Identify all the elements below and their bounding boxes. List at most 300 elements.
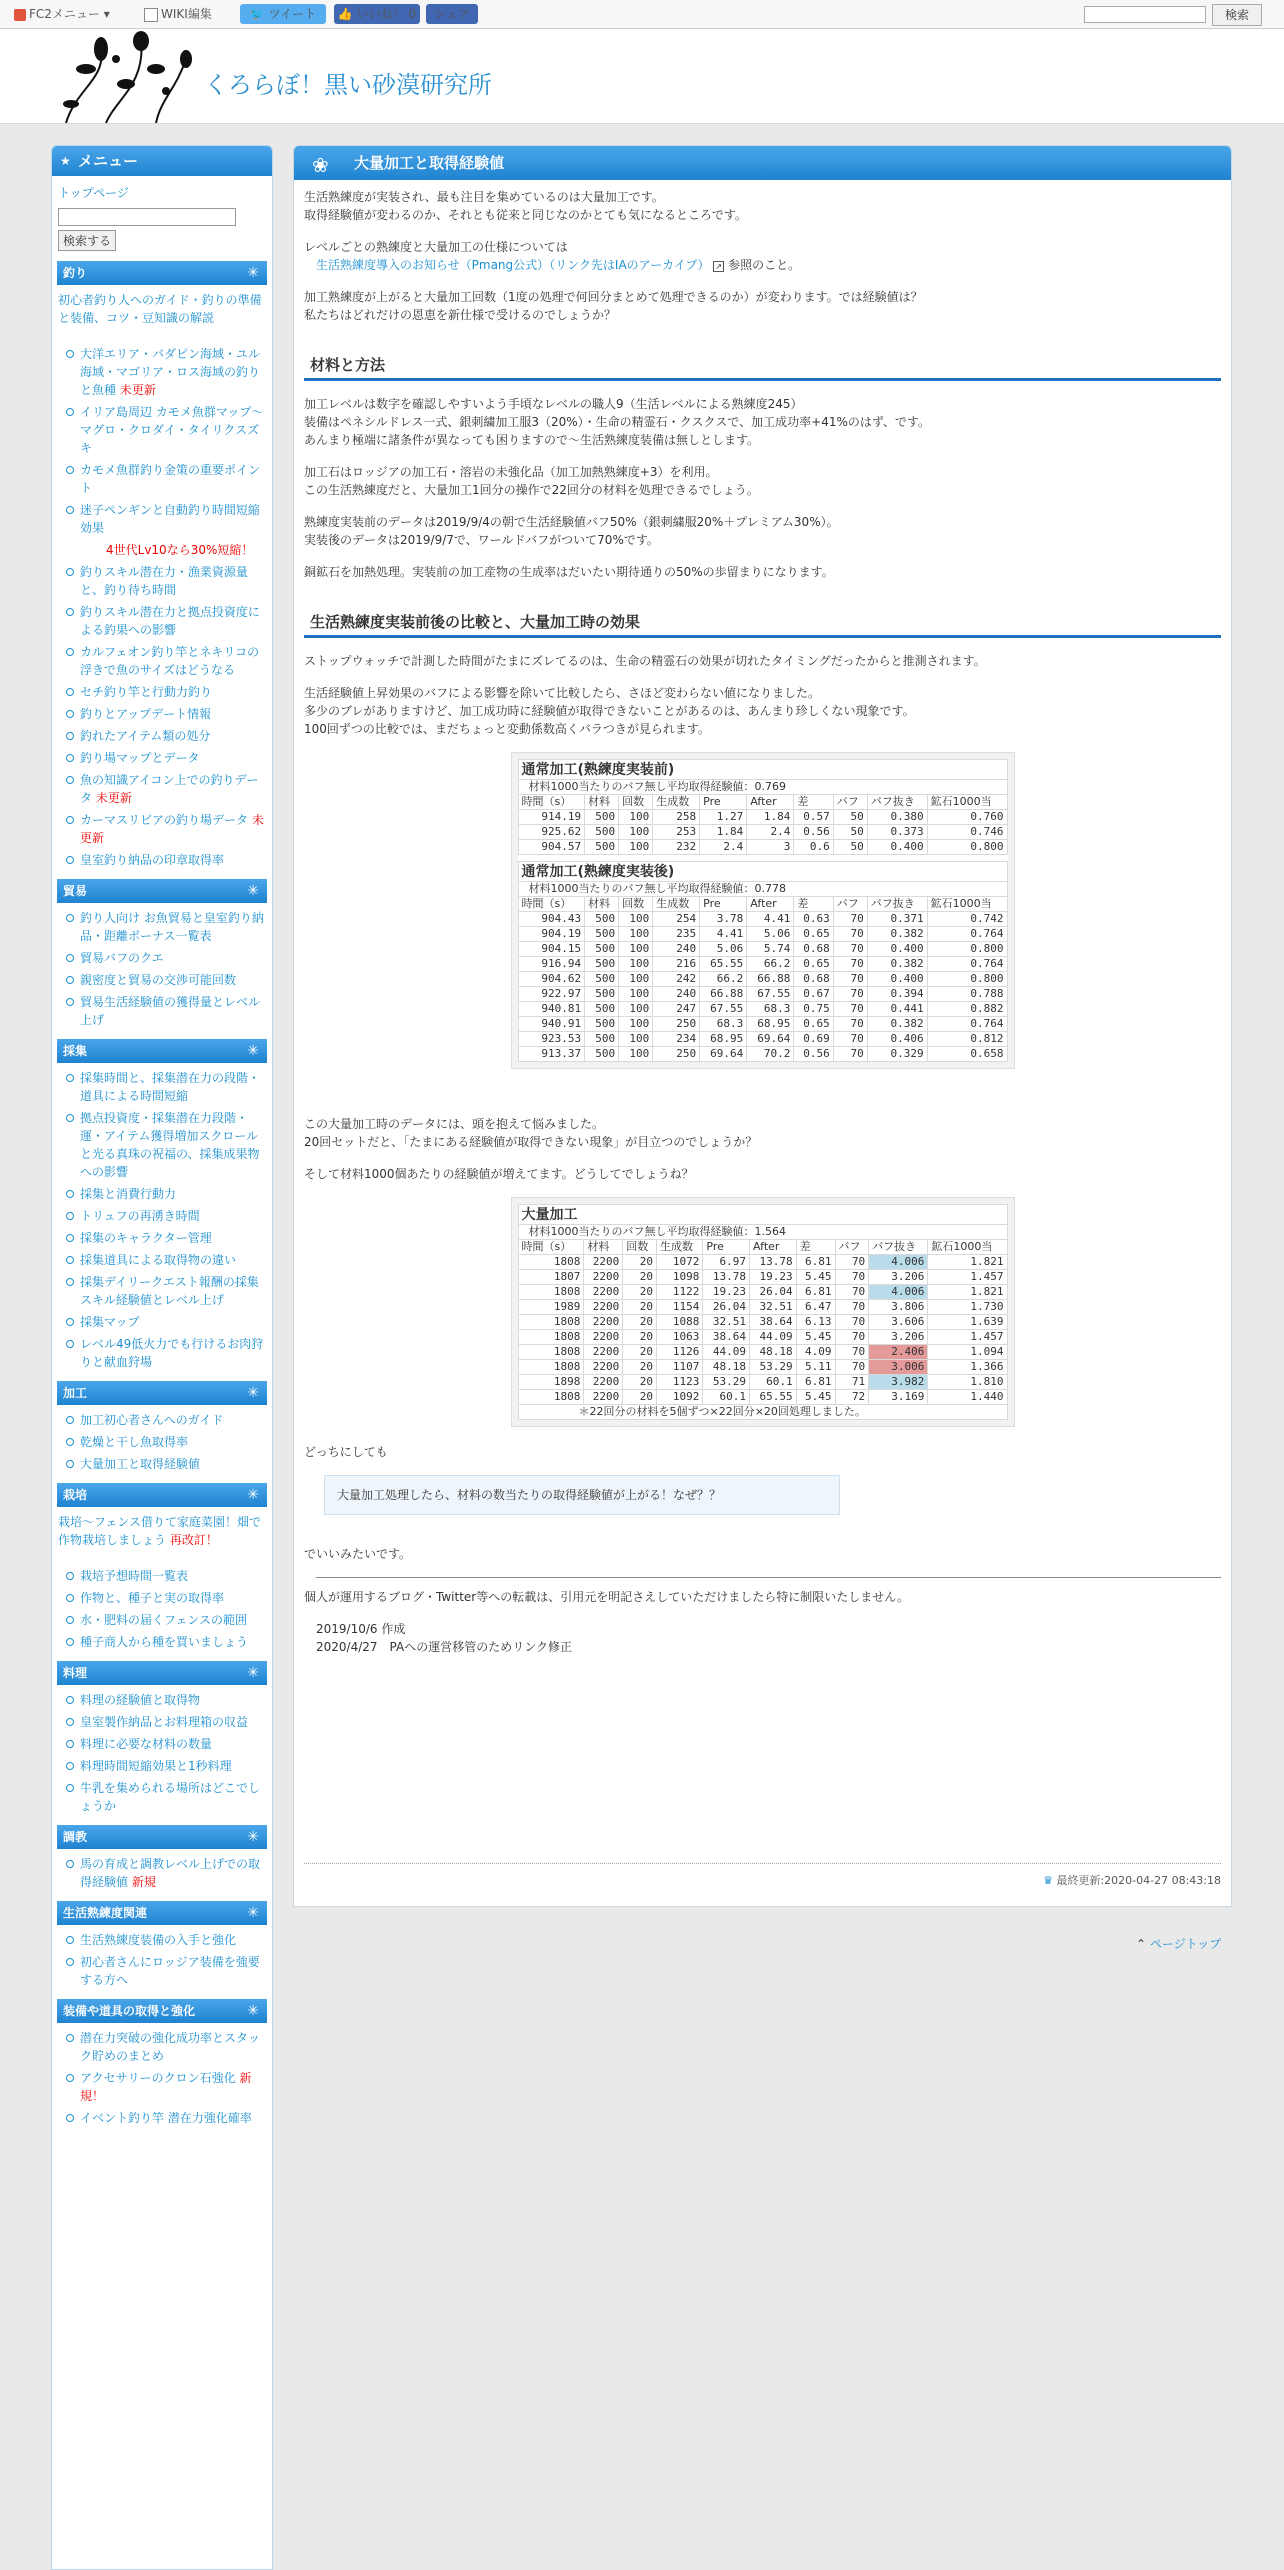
table-cell: 922.97 [518,987,585,1002]
sidebar-section-title: 装備や道具の取得と強化 [63,2004,196,2018]
table-cell: 500 [585,942,619,957]
table-cell: 3.169 [869,1390,928,1405]
table-cell: 1098 [656,1270,702,1285]
table-cell: 6.13 [796,1315,835,1330]
table-cell: 923.53 [518,1032,585,1047]
top-search-button[interactable]: 検索 [1212,4,1262,26]
table-header-cell: Pre [700,795,747,810]
sidebar-item[interactable]: 釣りスキル潜在力と拠点投資度による釣果への影響 [66,603,264,639]
crown-icon: ♛ [1043,1874,1053,1887]
table-cell: 70 [833,957,867,972]
comparison-tables [511,752,1015,1069]
spacer [52,1549,272,1563]
table-cell: 20 [623,1300,657,1315]
table-cell: 0.329 [867,1047,927,1062]
table-row [518,825,1007,840]
table-cell: 3 [747,840,794,855]
table-cell: 0.69 [794,1032,833,1047]
table-cell: 20 [623,1390,657,1405]
table-cell: 2200 [584,1375,623,1390]
table-cell: 70 [835,1300,869,1315]
sidebar-item[interactable]: セチ釣り竿と行動力釣り [66,683,264,701]
table-cell: 1.821 [928,1285,1007,1300]
table-subtitle: 材料1000当たりのバフ無し平均取得経験値：0.769 [518,780,1007,795]
table-cell: 0.371 [867,912,927,927]
table-cell: 0.68 [794,942,833,957]
table-row [518,1032,1007,1047]
wiki-edit-icon [144,8,158,22]
update-badge: 未更新 [116,383,156,397]
table-cell: 1.84 [700,825,747,840]
divider [316,1577,1221,1578]
table-cell: 100 [619,1017,653,1032]
star-icon: ★ [60,154,71,168]
table-cell: 250 [653,1017,700,1032]
table-cell: 100 [619,912,653,927]
table-cell: 0.382 [867,927,927,942]
table-cell: 913.37 [518,1047,585,1062]
table-cell: 500 [585,972,619,987]
sidebar-item[interactable]: 拠点投資度・採集潜在力段階・運・アイテム獲得増加スクロールと光る真珠の祝福の、採集成果物への影響 [66,1109,264,1181]
table-row [518,1345,1007,1360]
table-row [518,942,1007,957]
table-header-cell: 生成数 [653,795,700,810]
table-cell: 5.74 [747,942,794,957]
table-cell: 5.45 [796,1270,835,1285]
table-cell: 0.400 [867,942,927,957]
table-cell: 5.06 [700,942,747,957]
table-cell: 0.800 [927,840,1007,855]
history: 2019/10/6 作成 2020/4/27 PAへの運営移管のためリンク修正 [316,1622,572,1654]
table-cell: 50 [833,840,867,855]
spacer [52,327,272,341]
sidebar-item[interactable]: トリュフの再湧き時間 [66,1207,264,1225]
table-cell: 20 [623,1345,657,1360]
table-cell: 1092 [656,1390,702,1405]
table-cell: 0.56 [794,1047,833,1062]
table-cell: 66.88 [700,987,747,1002]
update-badge: 新規！ [80,2071,252,2103]
table-cell: 53.29 [750,1360,797,1375]
sidebar-item[interactable]: 迷子ペンギンと自動釣り時間短縮効果 [66,501,264,537]
twitter-icon: 🐦 [249,7,265,21]
table-cell: 20 [623,1255,657,1270]
table-cell: 500 [585,1002,619,1017]
table-cell: 0.882 [927,1002,1007,1017]
table-cell: 1088 [656,1315,702,1330]
table-cell: 0.812 [927,1032,1007,1047]
conclusion-quote: 大量加工処理したら、材料の数当たりの取得経験値が上がる！なぜ？？ [324,1475,840,1515]
flower-icon: ❀ [312,153,329,177]
table-row [518,912,1007,927]
table-header-cell: 生成数 [653,897,700,912]
compare-paragraph-line: 生活経験値上昇効果のバフによる影響を除いて比較したら、さほど変わらない値になりました。 [304,686,821,700]
table-cell: 1154 [656,1300,702,1315]
table-header-cell: 時間（s） [518,897,585,912]
wiki-edit-link[interactable]: WIKI編集 [144,4,212,24]
sidebar-item[interactable]: 水・肥料の届くフェンスの範囲 [66,1611,264,1629]
table-cell: 3.206 [869,1270,928,1285]
sidebar-item[interactable]: 貿易生活経験値の獲得量とレベル上げ [66,993,264,1029]
main-article [293,145,1232,1907]
table-header-row [518,897,1007,912]
table-cell: 940.81 [518,1002,585,1017]
table-row [518,1017,1007,1032]
table-subtitle-row [518,1225,1007,1240]
table-cell: 2200 [584,1390,623,1405]
table-title: 通常加工(熟練度実装前) [518,760,1007,780]
table-cell: 904.19 [518,927,585,942]
table-header-cell: 鉱石1000当 [928,1240,1007,1255]
sidebar-item[interactable]: レベル49低火力でも行けるお肉狩りと献血狩場 [66,1335,264,1371]
sidebar-section-header [57,1381,267,1405]
table-cell: 2200 [584,1330,623,1345]
sidebar-item[interactable]: 釣れたアイテム類の処分 [66,727,264,745]
sidebar-section-title: 料理 [63,1666,88,1680]
table-cell: 70 [835,1270,869,1285]
sidebar-item[interactable]: 潜在力突破の強化成功率とスタック貯めのまとめ [66,2029,264,2065]
table-cell: 5.06 [747,927,794,942]
page-top-link[interactable]: ⌃ ページトップ [1136,1937,1222,1951]
sidebar-top-page-link[interactable]: トップページ [58,186,129,200]
sidebar-item[interactable]: 採集デイリークエスト報酬の採集スキル経験値とレベル上げ [66,1273,264,1309]
sidebar-item[interactable]: 大量加工と取得経験値 [66,1455,264,1473]
table-cell: 66.88 [747,972,794,987]
sidebar-item[interactable]: 栽培予想時間一覧表 [66,1567,264,1585]
table-cell: 1989 [518,1300,584,1315]
table-cell: 1.440 [928,1390,1007,1405]
table-cell: 32.51 [750,1300,797,1315]
sidebar-section-title: 釣り [63,266,88,280]
table-cell: 70.2 [747,1047,794,1062]
sidebar-item[interactable]: 生活熟練度装備の入手と強化 [66,1931,264,1949]
reprint-notice: 個人が運用するブログ・Twitter等への転載は、引用元を明記さえしていただけましたら特に制限いたしません。 [304,1590,909,1604]
sidebar-section-title: 栽培 [63,1488,88,1502]
sidebar-item[interactable]: イベント釣り竿 潜在力強化確率 [66,2109,264,2127]
sidebar-item[interactable]: 料理に必要な材料の数量 [66,1735,264,1753]
sidebar-item[interactable]: イリア島周辺 カモメ魚群マップ～マグロ・クロダイ・タイリクスズキ [66,403,264,457]
materials-paragraph-line: 装備はペネシルドレス一式、銀刺繍加工服3（20%）・生命の精霊石・クスクスで、加工成功率+41%のはず、です。 [304,415,930,429]
table-cell: 0.764 [927,1017,1007,1032]
table-cell: 253 [653,825,700,840]
spec-paragraph: レベルごとの熟練度と大量加工の仕様については 生活熟練度導入のお知らせ（Pmang公式）（リンク先はIAのアーカイブ） ↗ 参照のこと。 [304,240,801,272]
table-row [518,957,1007,972]
table-cell: 0.68 [794,972,833,987]
sidebar-item[interactable]: 牛乳を集められる場所はどこでしょうか [66,1779,264,1815]
vine-decoration-icon [46,29,196,123]
sidebar-item[interactable]: 釣り場マップとデータ [66,749,264,767]
table-header-cell: Pre [700,897,747,912]
table-row [518,1360,1007,1375]
sidebar-item[interactable]: 皇室製作納品とお料理箱の収益 [66,1713,264,1731]
question-paragraph: 加工熟練度が上がると大量加工回数（1度の処理で何回分まとめて処理できるのか）が変わります。では経験値は？ 私たちはどれだけの恩恵を新仕様で受けるのでしょうか？ [304,290,923,322]
table-cell: 0.6 [794,840,833,855]
table-cell: 6.81 [796,1255,835,1270]
site-title[interactable]: くろらぼ！黒い砂漠研究所 [204,71,492,99]
mass-processing-table [518,1204,1008,1420]
table-cell: 0.382 [867,957,927,972]
sidebar-item[interactable]: カルフェオン釣り竿とネキリコの浮きで魚のサイズはどうなる [66,643,264,679]
sidebar-list [52,1567,272,1651]
sparkle-icon: ✳ [247,1829,259,1845]
sidebar-item[interactable]: 釣りとアップデート情報 [66,705,264,723]
table-cell: 13.78 [703,1270,750,1285]
table-header-cell: 時間（s） [518,795,585,810]
table-header-cell: After [747,897,794,912]
table-cell: 20 [623,1315,657,1330]
table-subtitle-row [518,780,1007,795]
table-cell: 247 [653,1002,700,1017]
table-cell: 20 [623,1360,657,1375]
table-cell: 13.78 [750,1255,797,1270]
sidebar-note: 4世代Lv10なら30%短縮！ [106,543,254,557]
table-cell: 1.457 [928,1330,1007,1345]
sidebar-item[interactable]: 採集と消費行動力 [66,1185,264,1203]
table-cell: 500 [585,1032,619,1047]
tweet-button[interactable]: 🐦 ツイート [240,4,326,24]
table-cell: 6.81 [796,1375,835,1390]
table-cell: 2.4 [700,840,747,855]
sidebar-item[interactable]: 採集時間と、採集潜在力の段階・道具による時間短縮 [66,1069,264,1105]
table-title-row [518,760,1007,780]
table-title: 通常加工(熟練度実装後) [518,862,1007,882]
sidebar-item[interactable]: カーマスリビアの釣り場データ 未更新 [66,811,264,847]
table-cell: 3.606 [869,1315,928,1330]
table-cell: 0.764 [927,927,1007,942]
sparkle-icon: ✳ [247,883,259,899]
anyway-text: どっちにしても [304,1445,388,1459]
table-cell: 0.65 [794,957,833,972]
sidebar-item[interactable]: 料理時間短縮効果と1秒料理 [66,1757,264,1775]
table-cell: 500 [585,810,619,825]
table-header-cell: After [750,1240,797,1255]
sidebar-item[interactable]: 種子商人から種を買いましょう [66,1633,264,1651]
table-header-cell: バフ抜き [867,795,927,810]
table-cell: 240 [653,987,700,1002]
sidebar-section-title: 採集 [63,1044,88,1058]
table-row [518,927,1007,942]
article-title: 大量加工と取得経験値 [354,154,505,172]
sidebar-search-button[interactable]: 検索する [58,230,116,251]
table-cell: 70 [835,1315,869,1330]
sidebar-list [52,2029,272,2127]
sidebar-section-title: 貿易 [63,884,88,898]
sidebar-section-title: 調教 [63,1830,88,1844]
table-cell: 68.3 [747,1002,794,1017]
table-cell: 1126 [656,1345,702,1360]
table-cell: 3.982 [869,1375,928,1390]
sidebar-item[interactable]: 馬の育成と調教レベル上げでの取得経験値 新規 [66,1855,264,1891]
table-title-row [518,1205,1007,1225]
table-cell: 1.27 [700,810,747,825]
table-row [518,1330,1007,1345]
table-row [518,1255,1007,1270]
table-header-cell: 材料 [585,897,619,912]
materials-section [304,395,1221,581]
sidebar-item[interactable]: 皇室釣り納品の印章取得率 [66,851,264,869]
sidebar-item[interactable]: 作物と、種子と実の取得率 [66,1589,264,1607]
sidebar-section-header [57,1661,267,1685]
sidebar-item[interactable]: 採集道具による取得物の違い [66,1251,264,1269]
table-row [518,1285,1007,1300]
table-cell: 19.23 [750,1270,797,1285]
table-cell: 3.206 [869,1330,928,1345]
sidebar-item[interactable]: 釣りスキル潜在力・漁業資源量と、釣り待ち時間 [66,563,264,599]
table-subtitle: 材料1000当たりのバフ無し平均取得経験値：1.564 [518,1225,1007,1240]
table-cell: 72 [835,1390,869,1405]
sidebar-section-header [57,1999,267,2023]
table-cell: 70 [835,1285,869,1300]
table-cell: 70 [835,1330,869,1345]
materials-paragraph [304,563,1221,581]
table-cell: 6.81 [796,1285,835,1300]
table-cell: 0.56 [794,825,833,840]
sidebar-item[interactable]: アクセサリーのクロン石強化 新規！ [66,2069,264,2105]
table-header-cell: 材料 [585,795,619,810]
sidebar-list [52,1931,272,1989]
table-cell: 232 [653,840,700,855]
sidebar-item[interactable]: 加工初心者さんへのガイド [66,1411,264,1429]
table-cell: 0.65 [794,1017,833,1032]
sidebar-item[interactable]: 親密度と貿易の交渉可能回数 [66,971,264,989]
table-cell: 53.29 [703,1375,750,1390]
table-cell: 1063 [656,1330,702,1345]
table-cell: 100 [619,927,653,942]
table-cell: 234 [653,1032,700,1047]
sidebar-lead-link[interactable]: 栽培～フェンス借りて家庭菜園！畑で作物栽培しましょう 再改訂！ [58,1515,262,1547]
table-footnote-row [518,1405,1007,1420]
sidebar-item[interactable]: 採集マップ [66,1313,264,1331]
table-cell: 5.11 [796,1360,835,1375]
sparkle-icon: ✳ [247,1385,259,1401]
sidebar [51,145,273,2570]
sidebar-item[interactable]: 採集のキャラクター管理 [66,1229,264,1247]
table-cell: 38.64 [703,1330,750,1345]
table-cell: 3.78 [700,912,747,927]
like-button[interactable]: 👍 いいね！ 0 [334,4,420,24]
table-cell: 67.55 [700,1002,747,1017]
table-header-row [518,795,1007,810]
materials-paragraph [304,463,1221,499]
sidebar-section-header [57,261,267,285]
table-cell: 916.94 [518,957,585,972]
table-cell: 2200 [584,1255,623,1270]
sidebar-search-input[interactable] [58,208,236,226]
table-cell: 69.64 [747,1032,794,1047]
table-cell: 65.55 [700,957,747,972]
table-cell: 1123 [656,1375,702,1390]
table-cell: 0.382 [867,1017,927,1032]
table-cell: 0.406 [867,1032,927,1047]
table-cell: 20 [623,1330,657,1345]
sparkle-icon: ✳ [247,1665,259,1681]
share-button[interactable]: シェア [426,4,478,24]
sidebar-list [52,345,272,869]
table-cell: 2200 [584,1270,623,1285]
top-toolbar [0,0,1284,29]
table-cell: 500 [585,840,619,855]
materials-paragraph-line: 加工レベルは数字を確認しやすいよう手頃なレベルの職人9（生活レベルによる熟練度245） [304,397,803,411]
table-cell: 70 [833,912,867,927]
table-cell: 67.55 [747,987,794,1002]
sidebar-item[interactable]: 料理の経験値と取得物 [66,1691,264,1709]
table-cell: 70 [833,987,867,1002]
sidebar-item[interactable]: 魚の知識アイコン上での釣りデータ 未更新 [66,771,264,807]
table-header-cell: バフ抜き [869,1240,928,1255]
intro-paragraph: 生活熟練度が実装され、最も注目を集めているのは大量加工です。 取得経験値が変わるのか、それとも従来と同じなのかとても気になるところです。 [304,190,747,222]
table-title-row [518,862,1007,882]
table-cell: 5.45 [796,1330,835,1345]
table-cell: 4.41 [747,912,794,927]
sidebar-item[interactable]: カモメ魚群釣り金策の重要ポイント [66,461,264,497]
table-cell: 3.006 [869,1360,928,1375]
table-cell: 0.65 [794,927,833,942]
table-row [518,972,1007,987]
mass-intro-paragraph [304,1165,1221,1183]
sidebar-item[interactable]: 初心者さんにロッジア装備を強要する方へ [66,1953,264,1989]
sidebar-list [52,1411,272,1473]
table-cell: 1.84 [747,810,794,825]
sidebar-section-header [57,1483,267,1507]
table-cell: 1.457 [928,1270,1007,1285]
table-subtitle: 材料1000当たりのバフ無し平均取得経験値：0.778 [518,882,1007,897]
sparkle-icon: ✳ [247,1043,259,1059]
sidebar-item[interactable]: 釣り人向け お魚貿易と皇室釣り納品・距離ボーナス一覧表 [66,909,264,945]
table-header-cell: 鉱石1000当 [927,897,1007,912]
fc2-menu[interactable]: FC2メニュー ▾ [14,4,110,24]
sparkle-icon: ✳ [247,1487,259,1503]
sidebar-section-title: 生活熟練度関連 [63,1906,148,1920]
table-row [518,1270,1007,1285]
table-cell: 70 [833,927,867,942]
update-badge: 未更新 [80,813,264,845]
sidebar-item[interactable]: 乾燥と干し魚取得率 [66,1433,264,1451]
table-cell: 70 [833,1017,867,1032]
table-cell: 68.3 [700,1017,747,1032]
arrow-up-icon: ⌃ [1136,1937,1147,1951]
table-cell: 0.760 [927,810,1007,825]
table-cell: 48.18 [703,1360,750,1375]
table-header-cell: 差 [796,1240,835,1255]
top-search-input[interactable] [1084,6,1206,23]
mass-intro-section [304,1115,1221,1183]
materials-paragraph [304,395,1221,449]
table-cell: 925.62 [518,825,585,840]
sidebar-lead-link[interactable]: 初心者釣り人へのガイド・釣りの準備と装備、コツ・豆知識の解説 [58,293,262,325]
table-cell: 235 [653,927,700,942]
sidebar-section-header [57,1825,267,1849]
table-cell: 1107 [656,1360,702,1375]
thumbs-up-icon: 👍 [337,7,353,21]
table-cell: 71 [835,1375,869,1390]
table-cell: 48.18 [750,1345,797,1360]
sidebar-item[interactable]: 貿易バフのクエ [66,949,264,967]
table-cell: 0.57 [794,810,833,825]
table-cell: 0.788 [927,987,1007,1002]
article-header [294,146,1231,180]
table-cell: 60.1 [750,1375,797,1390]
spec-link[interactable]: 生活熟練度導入のお知らせ（Pmang公式）（リンク先はIAのアーカイブ） [316,258,710,272]
fc2-logo-icon [14,9,26,21]
table-cell: 70 [833,1002,867,1017]
table-cell: 240 [653,942,700,957]
sidebar-section-header [57,1901,267,1925]
sidebar-item[interactable]: 大洋エリア・バダピン海域・ユル海域・マゴリア・ロス海域の釣りと魚種 未更新 [66,345,264,399]
table-cell: 1.639 [928,1315,1007,1330]
table-cell: 70 [833,972,867,987]
table-cell: 100 [619,1047,653,1062]
table-cell: 500 [585,927,619,942]
